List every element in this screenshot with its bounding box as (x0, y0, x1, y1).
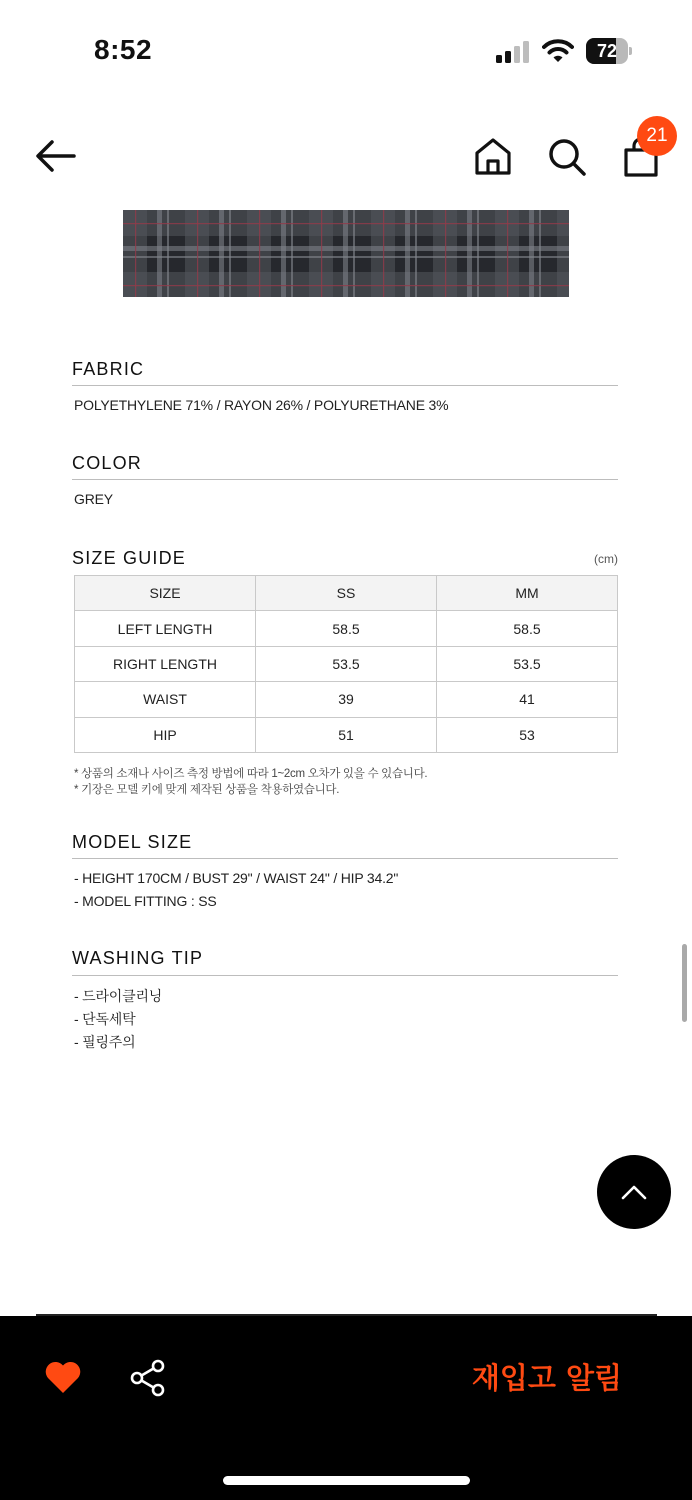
row-label: HIP (75, 717, 256, 752)
product-image (123, 210, 569, 297)
model-size-line: - HEIGHT 170CM / BUST 29" / WAIST 24" / HIP 34.2" (74, 870, 399, 886)
table-cell: 53.5 (256, 646, 437, 681)
home-indicator[interactable] (223, 1476, 470, 1485)
table-cell: 58.5 (437, 611, 618, 646)
table-row (75, 682, 618, 717)
status-time: 8:52 (94, 34, 153, 65)
app-header (0, 100, 692, 210)
table-row (75, 611, 618, 646)
size-column-header: SIZE (75, 576, 256, 611)
table-row (75, 717, 618, 752)
ss-column-header: SS (256, 576, 437, 611)
table-cell: 53.5 (437, 646, 618, 681)
model-size-line: - MODEL FITTING : SS (74, 893, 217, 909)
color-value: GREY (74, 491, 113, 507)
washing-tip-divider (72, 975, 618, 976)
search-icon[interactable] (546, 136, 588, 178)
row-label: LEFT LENGTH (75, 611, 256, 646)
fabric-divider (72, 385, 618, 386)
table-row (75, 646, 618, 681)
size-table-header (75, 576, 618, 611)
scroll-indicator[interactable] (682, 944, 687, 1022)
size-note: * 상품의 소재나 사이즈 측정 방법에 따라 1~2cm 오차가 있을 수 있습니다. (74, 768, 428, 780)
size-unit-label: (cm) (594, 552, 618, 566)
table-cell: 58.5 (256, 611, 437, 646)
cart-count-badge: 21 (637, 116, 677, 156)
size-table (74, 575, 618, 753)
cellular-signal-icon (496, 41, 532, 63)
table-cell: 53 (437, 717, 618, 752)
row-label: WAIST (75, 682, 256, 717)
table-cell: 39 (256, 682, 437, 717)
scroll-to-top-button[interactable] (597, 1155, 671, 1229)
washing-tip-line: - 필링주의 (74, 1034, 136, 1050)
size-guide-title: SIZE GUIDE (72, 548, 187, 568)
color-title: COLOR (72, 453, 143, 473)
model-size-title: MODEL SIZE (72, 832, 193, 852)
share-icon[interactable] (129, 1358, 167, 1398)
washing-tip-line: - 드라이클리닝 (74, 988, 163, 1004)
color-divider (72, 479, 618, 480)
size-note: * 기장은 모델 키에 맞게 제작된 상품을 착용하였습니다. (74, 784, 340, 796)
washing-tip-line: - 단독세탁 (74, 1011, 136, 1027)
row-label: RIGHT LENGTH (75, 646, 256, 681)
mm-column-header: MM (437, 576, 618, 611)
fabric-value: POLYETHYLENE 71% / RAYON 26% / POLYURETHANE 3% (74, 397, 449, 413)
chevron-up-icon (620, 1180, 648, 1204)
bottom-action-bar (0, 1316, 692, 1500)
back-arrow-icon[interactable] (34, 138, 78, 174)
heart-icon[interactable] (44, 1360, 82, 1394)
home-icon[interactable] (472, 136, 514, 176)
restock-alert-button[interactable]: 재입고 알림 (471, 1361, 622, 1395)
model-size-divider (72, 858, 618, 859)
battery-indicator (586, 38, 632, 64)
table-cell: 41 (437, 682, 618, 717)
table-cell: 51 (256, 717, 437, 752)
battery-percent: 72 (596, 41, 618, 61)
washing-tip-title: WASHING TIP (72, 948, 204, 968)
fabric-title: FABRIC (72, 359, 145, 379)
wifi-icon (542, 38, 574, 64)
status-bar (0, 0, 692, 100)
